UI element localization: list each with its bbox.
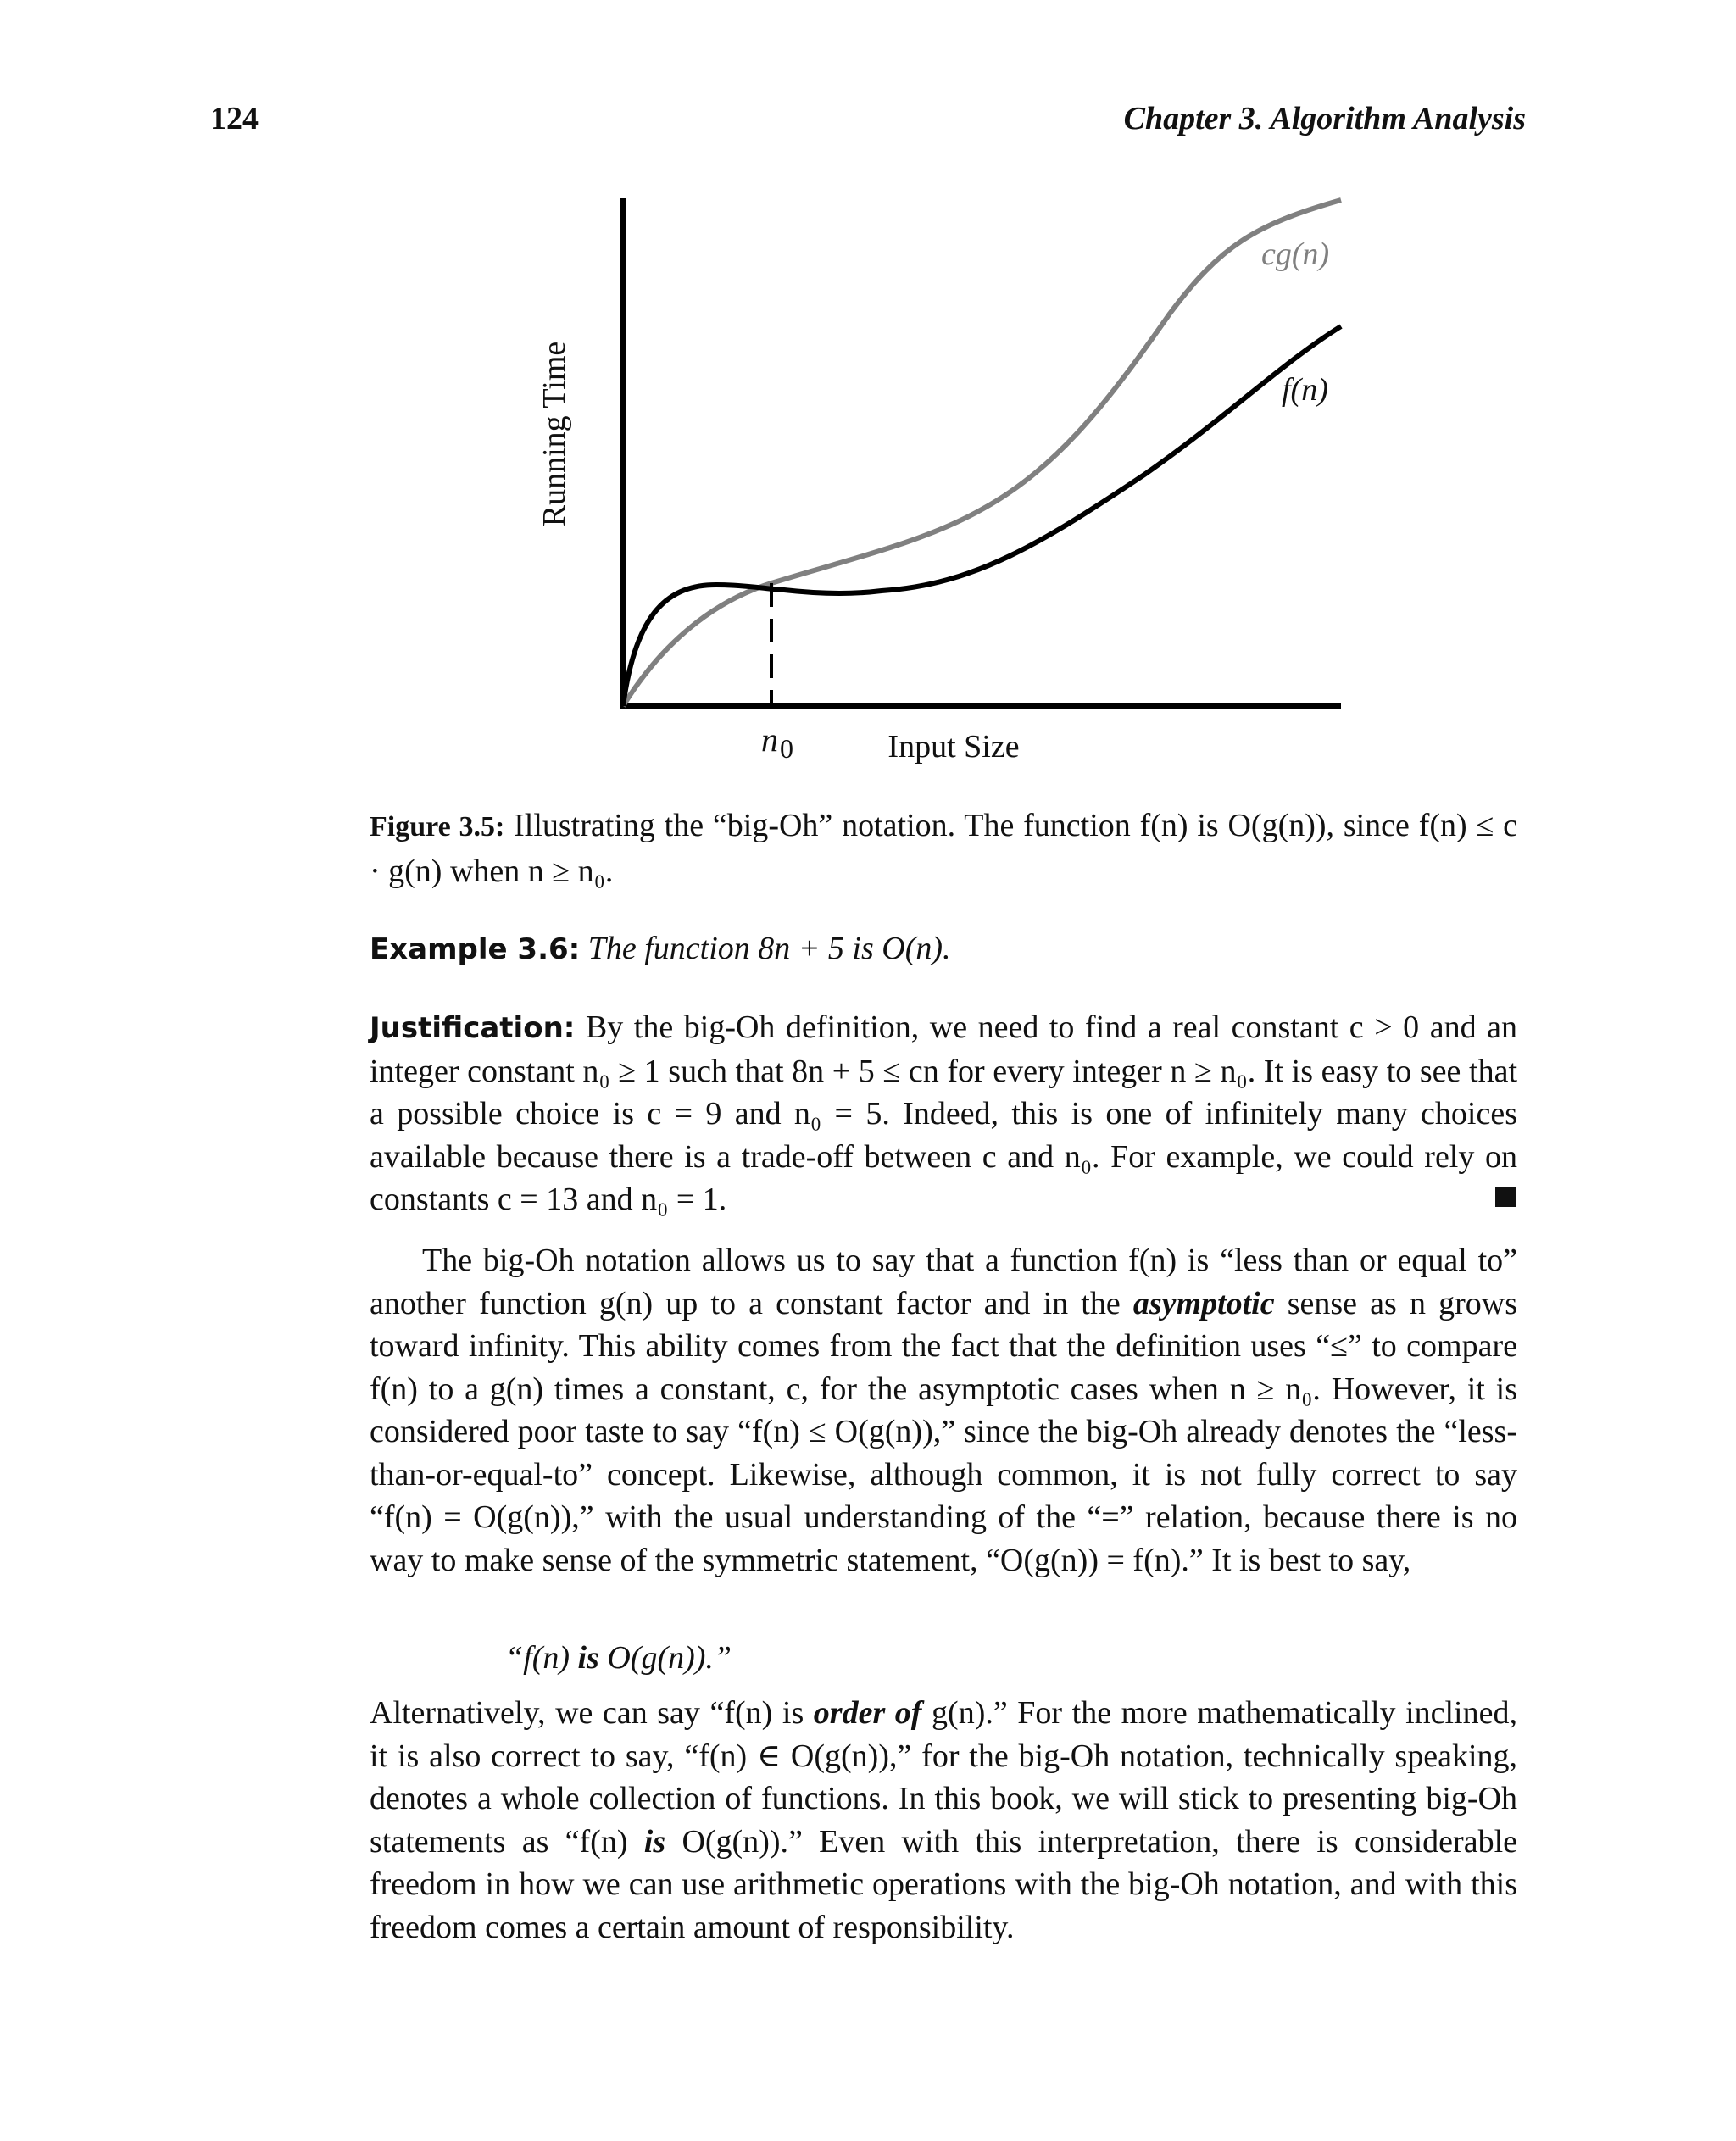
example-text: The function 8n + 5 is O(n). xyxy=(580,931,951,966)
n0-label: $n_0$ xyxy=(761,720,793,764)
xlabel: Input Size xyxy=(887,729,1020,765)
body-paragraph-2 xyxy=(370,1692,1517,1949)
justification xyxy=(370,1006,1517,1221)
display-text-b: O(g(n)).” xyxy=(598,1640,732,1676)
para2-text-b: g(n).” For the more mathematically inclined, it is also correct to say, “f(n) ∈ O(g(n)),” for the big-Oh notation, technically speaking, denotes a whole collection of functions. In this book, we will stick to presenting big-Oh statements as “f(n) xyxy=(370,1695,1517,1860)
example-label: Example 3.6: xyxy=(370,932,581,966)
para1-text-b: sense as n grows toward infinity. This ability comes from the fact that the definition uses “≤” to compare f(n) to a g(n) times a constant, c, for the asymptotic cases when n ≥ n₀. However, it is considered poor taste to say “f(n) ≤ O(g(n)),” since the big-Oh already denotes the “less-than-or-equal-to” concept. Likewise, although common, it is not fully correct to say “f(n) = O(g(n)),” with the usual understanding of the “=” relation, because there is no way to make sense of the symmetric statement, “O(g(n)) = f(n).” It is best to say, xyxy=(370,1285,1517,1578)
cg-curve xyxy=(623,200,1341,706)
justification-label: Justification: xyxy=(370,1011,576,1045)
para2-text-c: O(g(n)).” Even with this interpretation, there is considerable freedom in how we can use arithmetic operations with the big-Oh notation, and with this freedom comes a certain amount of responsibility. xyxy=(370,1823,1517,1945)
page-number: 124 xyxy=(210,101,259,136)
figure-caption xyxy=(370,804,1517,893)
para1-text-a: The big-Oh notation allows us to say that a function f(n) is “less than or equal to” another function g(n) up to a constant factor and in the xyxy=(370,1243,1517,1321)
big-oh-figure xyxy=(0,0,1736,797)
justification-text: By the big-Oh definition, we need to find a real constant c > 0 and an integer constant n₀ ≥ 1 such that 8n + 5 ≤ cn for every integer n ≥ n₀. It is easy to see that a possible choice is c = 9 and n₀ = 5. Indeed, this is one of infinitely many choices available because there is a trade-off between c and n₀. For example, we could rely on constants c = 13 and n₀ = 1. xyxy=(370,1009,1517,1217)
f-label: f(n) xyxy=(1282,372,1328,408)
para2-is: is xyxy=(643,1823,666,1860)
f-curve xyxy=(623,326,1341,706)
running-head: Chapter 3. Algorithm Analysis xyxy=(1123,101,1526,136)
display-text-a: “f(n) xyxy=(505,1640,578,1676)
figure-caption-text: Illustrating the “big-Oh” notation. The function f(n) is O(g(n)), since f(n) ≤ c · g(n) when n ≥ n₀. xyxy=(370,808,1518,889)
para2-text-a: Alternatively, we can say “f(n) is xyxy=(370,1695,814,1731)
example xyxy=(370,927,1517,971)
para1-emphasis: asymptotic xyxy=(1132,1285,1275,1321)
display-is: is xyxy=(577,1640,599,1676)
para2-emphasis: order of xyxy=(813,1695,922,1731)
figure-label: Figure 3.5: xyxy=(370,811,505,842)
ylabel: Running Time xyxy=(537,341,572,527)
display-statement xyxy=(505,1639,732,1677)
cg-label: cg(n) xyxy=(1261,236,1330,272)
body-paragraph-1 xyxy=(370,1239,1517,1582)
qed-square xyxy=(1495,1187,1516,1207)
